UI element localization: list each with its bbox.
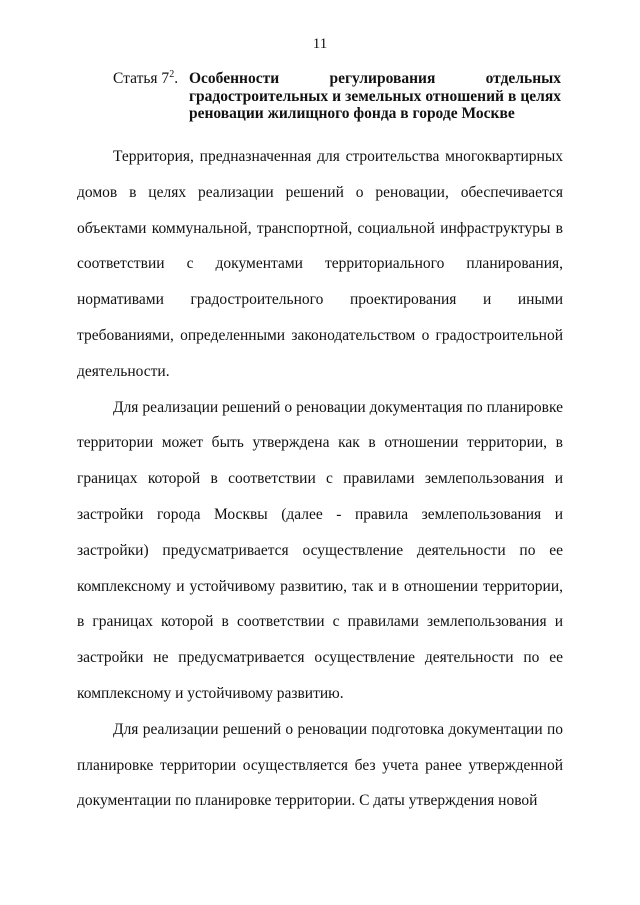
article-header — [113, 70, 563, 130]
article-title: Особенности регулирования отдельных градостроительных и земельных отношений в целях реновации жилищного фонда в городе Москве — [189, 70, 561, 122]
article-label-prefix: Статья 7 — [113, 70, 170, 87]
article-label-superscript: 2 — [169, 68, 175, 80]
paragraph-2: Для реализации решений о реновации документация по планировке территории может быть утверждена как в отношении территории, в границах которой в соответствии с правилами землепользования и застройки города Москвы (далее - правила землепользования и застройки) предусматривается осуществление деятельности по ее комплексному и устойчивому развитию, так и в отношении территории, в границах которой в соответствии с правилами землепользования и застройки не предусматривается осуществление деятельности по ее комплексному и устойчивому развитию. — [77, 398, 563, 702]
paragraph-1: Территория, предназначенная для строительства многоквартирных домов в целях реализации решений о реновации, обеспечивается объектами коммунальной, транспортной, социальной инфраструктуры в соответствии с документами территориального планирования, нормативами градостроительного проектирования и иными требованиями, определенными законодательством о градостроительной деятельности. — [77, 148, 563, 380]
article-label-suffix: . — [174, 70, 179, 87]
page-number: 11 — [312, 36, 328, 52]
paragraph-3: Для реализации решений о реновации подготовка документации по планировке территории осуществляется без учета ранее утвержденной документации по планировке территории. С даты утверждения новой — [77, 720, 563, 810]
article-label — [113, 70, 178, 87]
article-body — [77, 139, 563, 819]
